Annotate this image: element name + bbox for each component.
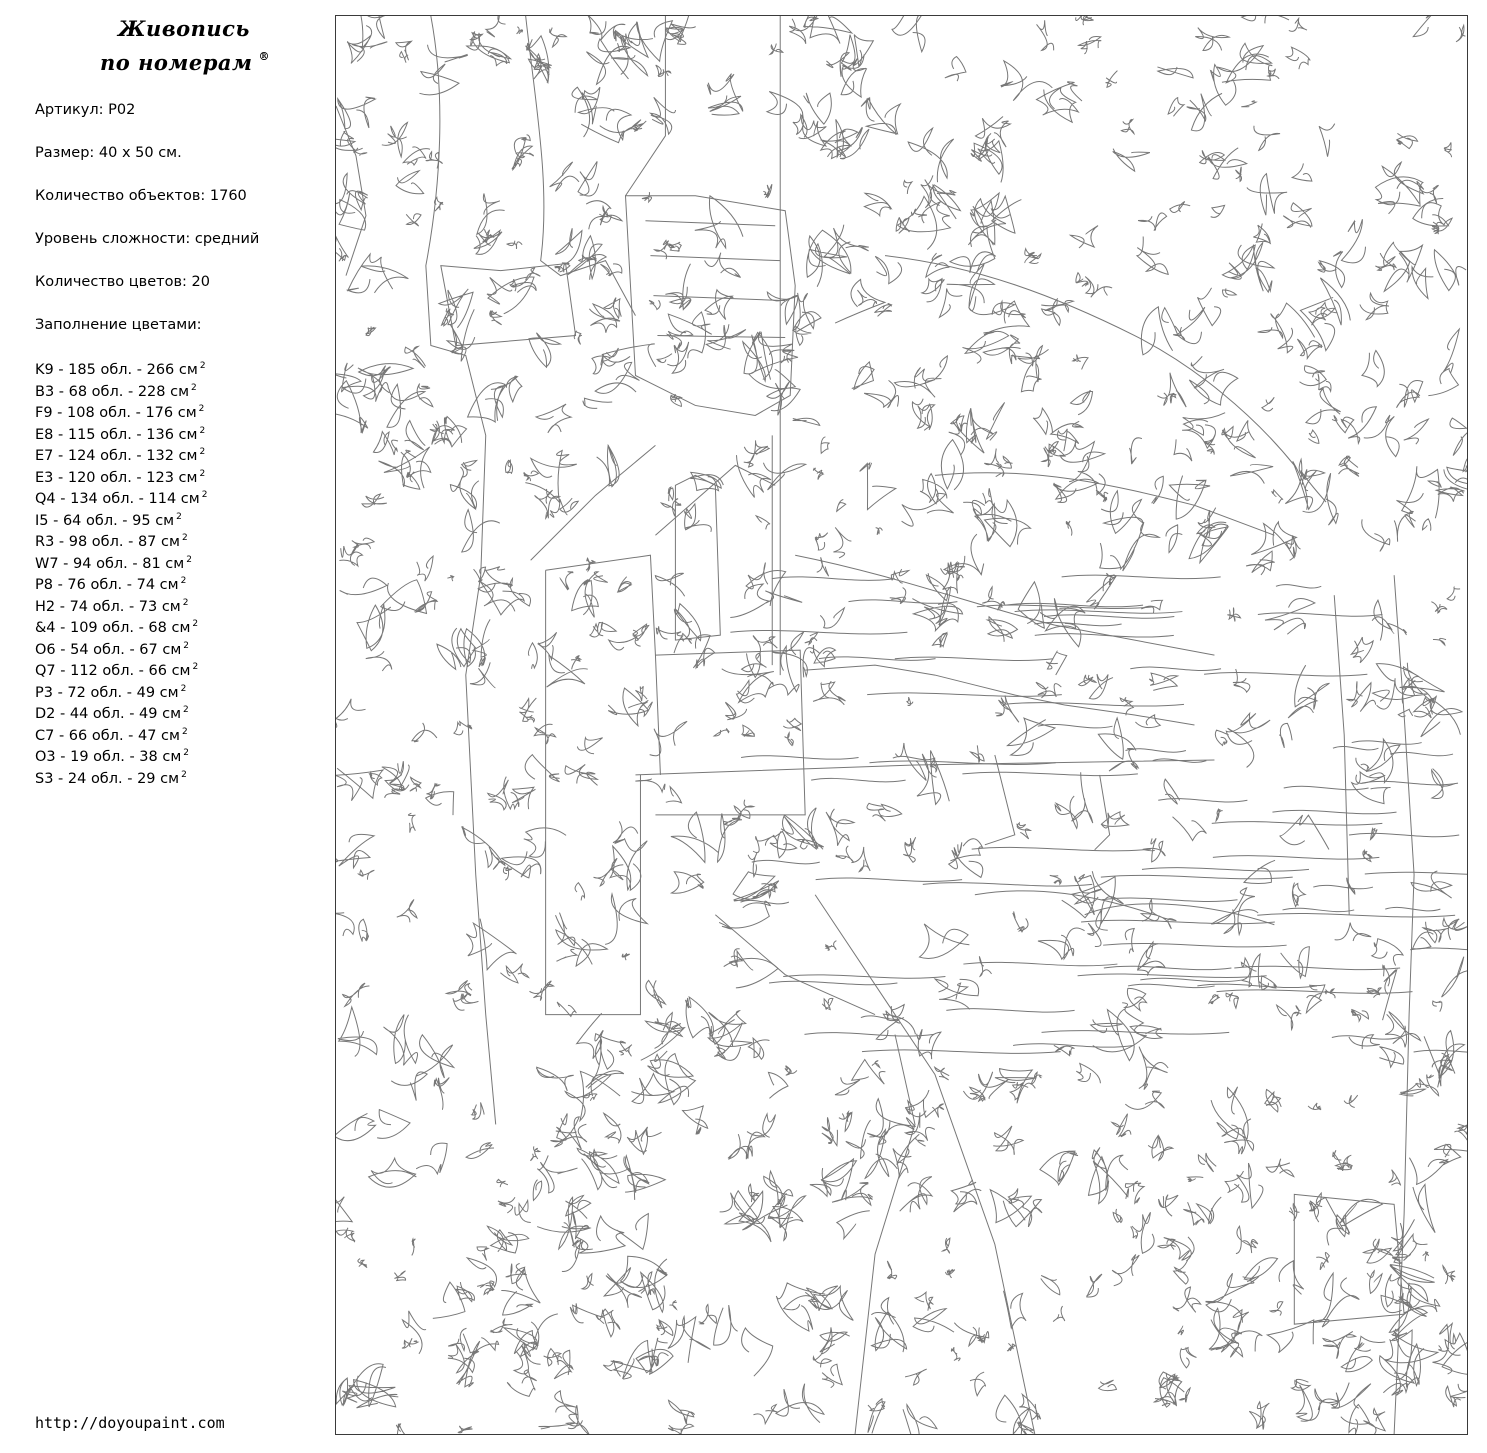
fill-item-text: D2 - 44 обл. - 49 см	[35, 706, 182, 722]
fill-item-text: R3 - 98 обл. - 87 см	[35, 534, 180, 550]
fill-list-item	[35, 747, 325, 769]
fill-item-text: K9 - 185 обл. - 266 см	[35, 362, 198, 378]
fill-item-unit-power: 2	[181, 726, 188, 737]
color-fill-list	[35, 360, 325, 790]
fill-title: Заполнение цветами:	[35, 317, 202, 333]
objects-count-text: Количество объектов: 1760	[35, 188, 247, 204]
registered-mark: ®	[258, 50, 270, 63]
fill-item-unit-power: 2	[199, 447, 206, 457]
fill-item-text: H2 - 74 обл. - 73 см	[35, 598, 181, 615]
fill-list-item	[35, 468, 325, 490]
fill-item-unit-power: 2	[186, 554, 192, 565]
fill-list-item	[35, 769, 325, 791]
info-sidebar	[0, 0, 330, 1453]
fill-item-text: C7 - 66 обл. - 47 см	[35, 727, 180, 744]
fill-list-item	[35, 618, 325, 640]
fill-list-item	[35, 554, 325, 576]
fill-item-unit-power: 2	[176, 511, 182, 522]
fill-list-item	[35, 640, 325, 662]
fill-item-text: W7 - 94 обл. - 81 см	[35, 555, 185, 572]
fill-item-unit-power: 2	[183, 748, 189, 758]
fill-item-unit-power: 2	[181, 533, 188, 543]
fill-item-unit-power: 2	[198, 404, 205, 414]
fill-list-item	[35, 382, 325, 404]
fill-item-text: Q4 - 134 обл. - 114 см	[35, 491, 200, 507]
fill-item-text: E7 - 124 обл. - 132 см	[35, 448, 198, 464]
colors-count-text: Количество цветов: 20	[35, 274, 210, 290]
fill-list-item	[35, 661, 325, 683]
fill-item-text: O6 - 54 обл. - 67 см	[35, 641, 182, 658]
texture-doodles	[336, 16, 1467, 1434]
doodle-lines	[336, 16, 1467, 1434]
fill-item-unit-power: 2	[192, 662, 199, 672]
fill-list-item	[35, 511, 325, 533]
fill-item-unit-power: 2	[181, 769, 187, 780]
fill-item-text: E8 - 115 обл. - 136 см	[35, 426, 198, 443]
fill-item-text: S3 - 24 обл. - 29 см	[35, 770, 180, 787]
fill-item-unit-power: 2	[199, 361, 206, 371]
brand-logo	[100, 12, 300, 80]
fill-list-item	[35, 360, 325, 382]
fill-item-text: P8 - 76 обл. - 74 см	[35, 577, 179, 593]
fill-item-unit-power: 2	[183, 640, 189, 651]
fill-list-item	[35, 726, 325, 748]
fill-item-text: P3 - 72 обл. - 49 см	[35, 684, 179, 701]
fill-item-unit-power: 2	[201, 490, 208, 500]
article-text: Артикул: P02	[35, 102, 136, 118]
fill-item-unit-power: 2	[199, 425, 206, 436]
brand-line-2: по номерам	[100, 50, 253, 75]
product-info	[35, 98, 325, 356]
fill-list-item	[35, 597, 325, 619]
fill-item-text: &4 - 109 обл. - 68 см	[35, 620, 191, 636]
size-text: Размер: 40 x 50 см.	[35, 145, 182, 161]
fill-list-item	[35, 683, 325, 705]
website-url[interactable]: http://doyoupaint.com	[35, 1414, 225, 1432]
fill-item-unit-power: 2	[182, 597, 189, 608]
fill-list-item	[35, 575, 325, 597]
fill-list-item	[35, 425, 325, 447]
fill-list-item	[35, 403, 325, 425]
fill-item-unit-power: 2	[199, 468, 206, 479]
coloring-canvas	[335, 15, 1468, 1435]
fill-item-text: E3 - 120 обл. - 123 см	[35, 469, 198, 486]
fill-item-unit-power: 2	[180, 576, 187, 586]
fill-item-text: Q7 - 112 обл. - 66 см	[35, 663, 191, 679]
fill-item-text: B3 - 68 обл. - 228 см	[35, 383, 190, 400]
structure-lines	[336, 16, 1414, 1434]
fill-item-unit-power: 2	[192, 619, 199, 629]
difficulty-text: Уровень сложности: средний	[35, 231, 260, 247]
fill-item-text: F9 - 108 обл. - 176 см	[35, 405, 197, 421]
fill-item-unit-power: 2	[180, 683, 187, 694]
fill-item-unit-power: 2	[183, 705, 189, 715]
fill-list-item	[35, 446, 325, 468]
fill-item-text: I5 - 64 обл. - 95 см	[35, 512, 175, 529]
fill-list-item	[35, 704, 325, 726]
fill-list-item	[35, 489, 325, 511]
fill-item-unit-power: 2	[191, 382, 197, 393]
brand-line-1: Живопись	[118, 16, 250, 41]
fill-list-item	[35, 532, 325, 554]
fill-item-text: O3 - 19 обл. - 38 см	[35, 749, 182, 765]
line-art-drawing	[336, 16, 1467, 1434]
